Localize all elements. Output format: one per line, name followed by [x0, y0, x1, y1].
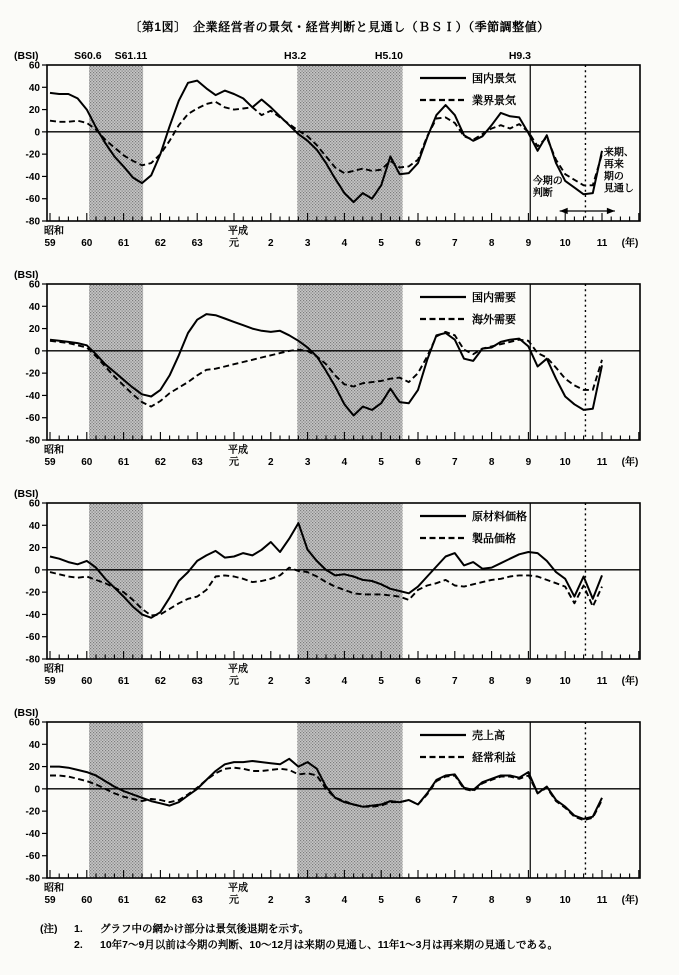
- svg-text:-40: -40: [25, 390, 40, 402]
- footnotes: [40, 921, 679, 954]
- x-axis-unit-label: (年): [621, 676, 639, 687]
- bsi-chart-panel-3: [0, 483, 679, 689]
- era-label: 平成: [228, 883, 248, 894]
- annotation-text: 見通し: [603, 183, 634, 195]
- era-label: 昭和: [44, 883, 64, 894]
- svg-text:-80: -80: [25, 435, 40, 447]
- x-tick-label: 61: [118, 676, 130, 687]
- x-tick-label: 62: [154, 676, 166, 687]
- x-tick-label: 3: [304, 895, 311, 906]
- x-tick-label: 5: [378, 676, 384, 687]
- x-tick-label: 63: [191, 238, 203, 249]
- x-tick-label: 59: [44, 676, 56, 687]
- recession-date-label: S61.11: [114, 50, 148, 62]
- svg-text:-40: -40: [25, 171, 40, 183]
- svg-text:0: 0: [34, 346, 40, 358]
- svg-text:20: 20: [28, 762, 40, 774]
- x-tick-label: 元: [229, 676, 239, 687]
- svg-text:-20: -20: [25, 368, 40, 380]
- svg-text:40: 40: [28, 520, 40, 532]
- x-tick-label: 7: [452, 457, 458, 468]
- x-tick-label: 62: [154, 457, 166, 468]
- x-tick-label: 3: [304, 457, 311, 468]
- x-tick-label: 3: [304, 238, 311, 249]
- x-tick-label: 6: [415, 676, 421, 687]
- footnote-text: 10年7～9月以前は今期の判断、10～12月は来期の見通し、11年1～3月は再来期の見通しである。: [100, 939, 558, 952]
- x-tick-label: 9: [525, 895, 532, 906]
- legend-label: 売上高: [472, 730, 505, 742]
- x-tick-label: 2: [268, 676, 274, 687]
- x-tick-label: 4: [341, 676, 348, 687]
- x-tick-label: 4: [341, 238, 348, 249]
- x-axis-unit-label: (年): [621, 238, 639, 249]
- x-tick-label: 2: [268, 895, 274, 906]
- svg-text:0: 0: [34, 784, 40, 796]
- x-tick-label: 59: [44, 238, 56, 249]
- x-tick-label: 7: [452, 676, 458, 687]
- svg-text:-20: -20: [25, 806, 40, 818]
- legend-label: 海外需要: [472, 314, 516, 326]
- x-tick-label: 59: [44, 895, 56, 906]
- era-label: 平成: [228, 664, 248, 675]
- x-tick-label: 2: [268, 457, 274, 468]
- x-tick-label: 元: [229, 238, 239, 249]
- x-tick-label: 63: [191, 457, 203, 468]
- x-tick-label: 5: [378, 457, 384, 468]
- x-tick-label: 8: [488, 238, 495, 249]
- bsi-chart-panel-2: [0, 264, 679, 470]
- annotation-text: 再来: [603, 159, 624, 171]
- x-tick-label: 6: [415, 238, 421, 249]
- svg-text:-60: -60: [25, 632, 40, 644]
- svg-text:60: 60: [28, 279, 40, 291]
- y-axis-unit-label: (BSI): [14, 707, 39, 719]
- x-tick-label: 62: [154, 238, 166, 249]
- x-tick-label: 8: [488, 895, 495, 906]
- svg-text:60: 60: [28, 498, 40, 510]
- recession-date-label: S60.6: [74, 50, 102, 62]
- era-label: 平成: [228, 226, 248, 237]
- x-tick-label: 元: [229, 895, 239, 906]
- recession-band: [297, 503, 402, 659]
- x-tick-label: 10: [559, 895, 571, 906]
- footnote-number: 1.: [74, 923, 83, 935]
- recession-band: [89, 284, 143, 440]
- legend-label: 国内景気: [472, 73, 516, 85]
- svg-text:40: 40: [28, 301, 40, 313]
- svg-text:-40: -40: [25, 609, 40, 621]
- era-label: 昭和: [44, 664, 64, 675]
- x-tick-label: 8: [488, 457, 495, 468]
- x-tick-label: 10: [559, 457, 571, 468]
- legend-label: 製品価格: [472, 533, 516, 545]
- x-tick-label: 61: [118, 238, 130, 249]
- annotation-text: 来期、: [603, 147, 634, 159]
- x-tick-label: 6: [415, 895, 421, 906]
- recession-date-label: H5.10: [374, 50, 403, 62]
- x-tick-label: 62: [154, 895, 166, 906]
- svg-text:-20: -20: [25, 587, 40, 599]
- x-tick-label: 元: [229, 457, 239, 468]
- x-axis-unit-label: (年): [621, 895, 639, 906]
- svg-text:0: 0: [34, 127, 40, 139]
- y-axis-unit-label: (BSI): [14, 50, 39, 62]
- x-tick-label: 11: [596, 457, 608, 468]
- svg-text:0: 0: [34, 565, 40, 577]
- x-tick-label: 7: [452, 895, 458, 906]
- legend-label: 原材料価格: [472, 511, 527, 523]
- recession-date-label: H9.3: [508, 50, 532, 62]
- svg-text:20: 20: [28, 543, 40, 555]
- svg-text:-20: -20: [25, 149, 40, 161]
- annotation-text: 期の: [603, 171, 624, 183]
- figure-title: 〔第1図〕 企業経営者の景気・経営判断と見通し（ＢＳＩ）（季節調整値）: [129, 20, 550, 34]
- svg-text:-80: -80: [25, 654, 40, 666]
- x-tick-label: 4: [341, 895, 348, 906]
- x-tick-label: 10: [559, 238, 571, 249]
- legend-label: 国内需要: [472, 292, 516, 304]
- x-tick-label: 7: [452, 238, 458, 249]
- svg-text:40: 40: [28, 739, 40, 751]
- x-tick-label: 60: [81, 457, 93, 468]
- annotation-text: 判断: [532, 188, 553, 200]
- svg-text:40: 40: [28, 82, 40, 94]
- x-tick-label: 9: [525, 238, 532, 249]
- recession-band: [89, 65, 143, 221]
- svg-text:60: 60: [28, 60, 40, 72]
- x-tick-label: 8: [488, 676, 495, 687]
- x-tick-label: 9: [525, 457, 532, 468]
- x-tick-label: 4: [341, 457, 348, 468]
- bsi-chart-panel-4: [0, 702, 679, 908]
- x-tick-label: 9: [525, 676, 532, 687]
- svg-text:-80: -80: [25, 873, 40, 885]
- recession-band: [297, 284, 402, 440]
- x-tick-label: 63: [191, 676, 203, 687]
- x-tick-label: 11: [596, 238, 608, 249]
- x-tick-label: 63: [191, 895, 203, 906]
- era-label: 平成: [228, 445, 248, 456]
- footnote-line: [40, 937, 679, 953]
- svg-text:60: 60: [28, 717, 40, 729]
- x-tick-label: 11: [596, 676, 608, 687]
- era-label: 昭和: [44, 445, 64, 456]
- x-tick-label: 5: [378, 238, 384, 249]
- x-tick-label: 60: [81, 676, 93, 687]
- recession-date-label: H3.2: [283, 50, 307, 62]
- x-tick-label: 2: [268, 238, 274, 249]
- charts-container: [0, 45, 679, 908]
- era-label: 昭和: [44, 226, 64, 237]
- svg-text:-60: -60: [25, 851, 40, 863]
- footnote-number: 2.: [74, 939, 83, 952]
- svg-text:20: 20: [28, 324, 40, 336]
- footnote-line: [40, 921, 679, 937]
- footnote-label: (注): [40, 923, 58, 935]
- svg-text:-80: -80: [25, 216, 40, 228]
- svg-text:-60: -60: [25, 194, 40, 206]
- x-tick-label: 59: [44, 457, 56, 468]
- x-tick-label: 60: [81, 238, 93, 249]
- x-tick-label: 61: [118, 457, 130, 468]
- legend-label: 業界景気: [472, 95, 516, 107]
- x-tick-label: 6: [415, 457, 421, 468]
- svg-text:20: 20: [28, 105, 40, 117]
- annotation-text: 今期の: [532, 176, 563, 188]
- x-tick-label: 11: [596, 895, 608, 906]
- bsi-chart-panel-1: [0, 45, 679, 251]
- x-axis-unit-label: (年): [621, 457, 639, 468]
- legend-label: 経常利益: [472, 752, 516, 764]
- svg-text:-60: -60: [25, 413, 40, 425]
- svg-text:-40: -40: [25, 828, 40, 840]
- y-axis-unit-label: (BSI): [14, 488, 39, 500]
- recession-band: [297, 722, 402, 878]
- x-tick-label: 3: [304, 676, 311, 687]
- footnote-text: グラフ中の網かけ部分は景気後退期を示す。: [100, 923, 310, 935]
- y-axis-unit-label: (BSI): [14, 269, 39, 281]
- x-tick-label: 10: [559, 676, 571, 687]
- x-tick-label: 5: [378, 895, 384, 906]
- x-tick-label: 60: [81, 895, 93, 906]
- x-tick-label: 61: [118, 895, 130, 906]
